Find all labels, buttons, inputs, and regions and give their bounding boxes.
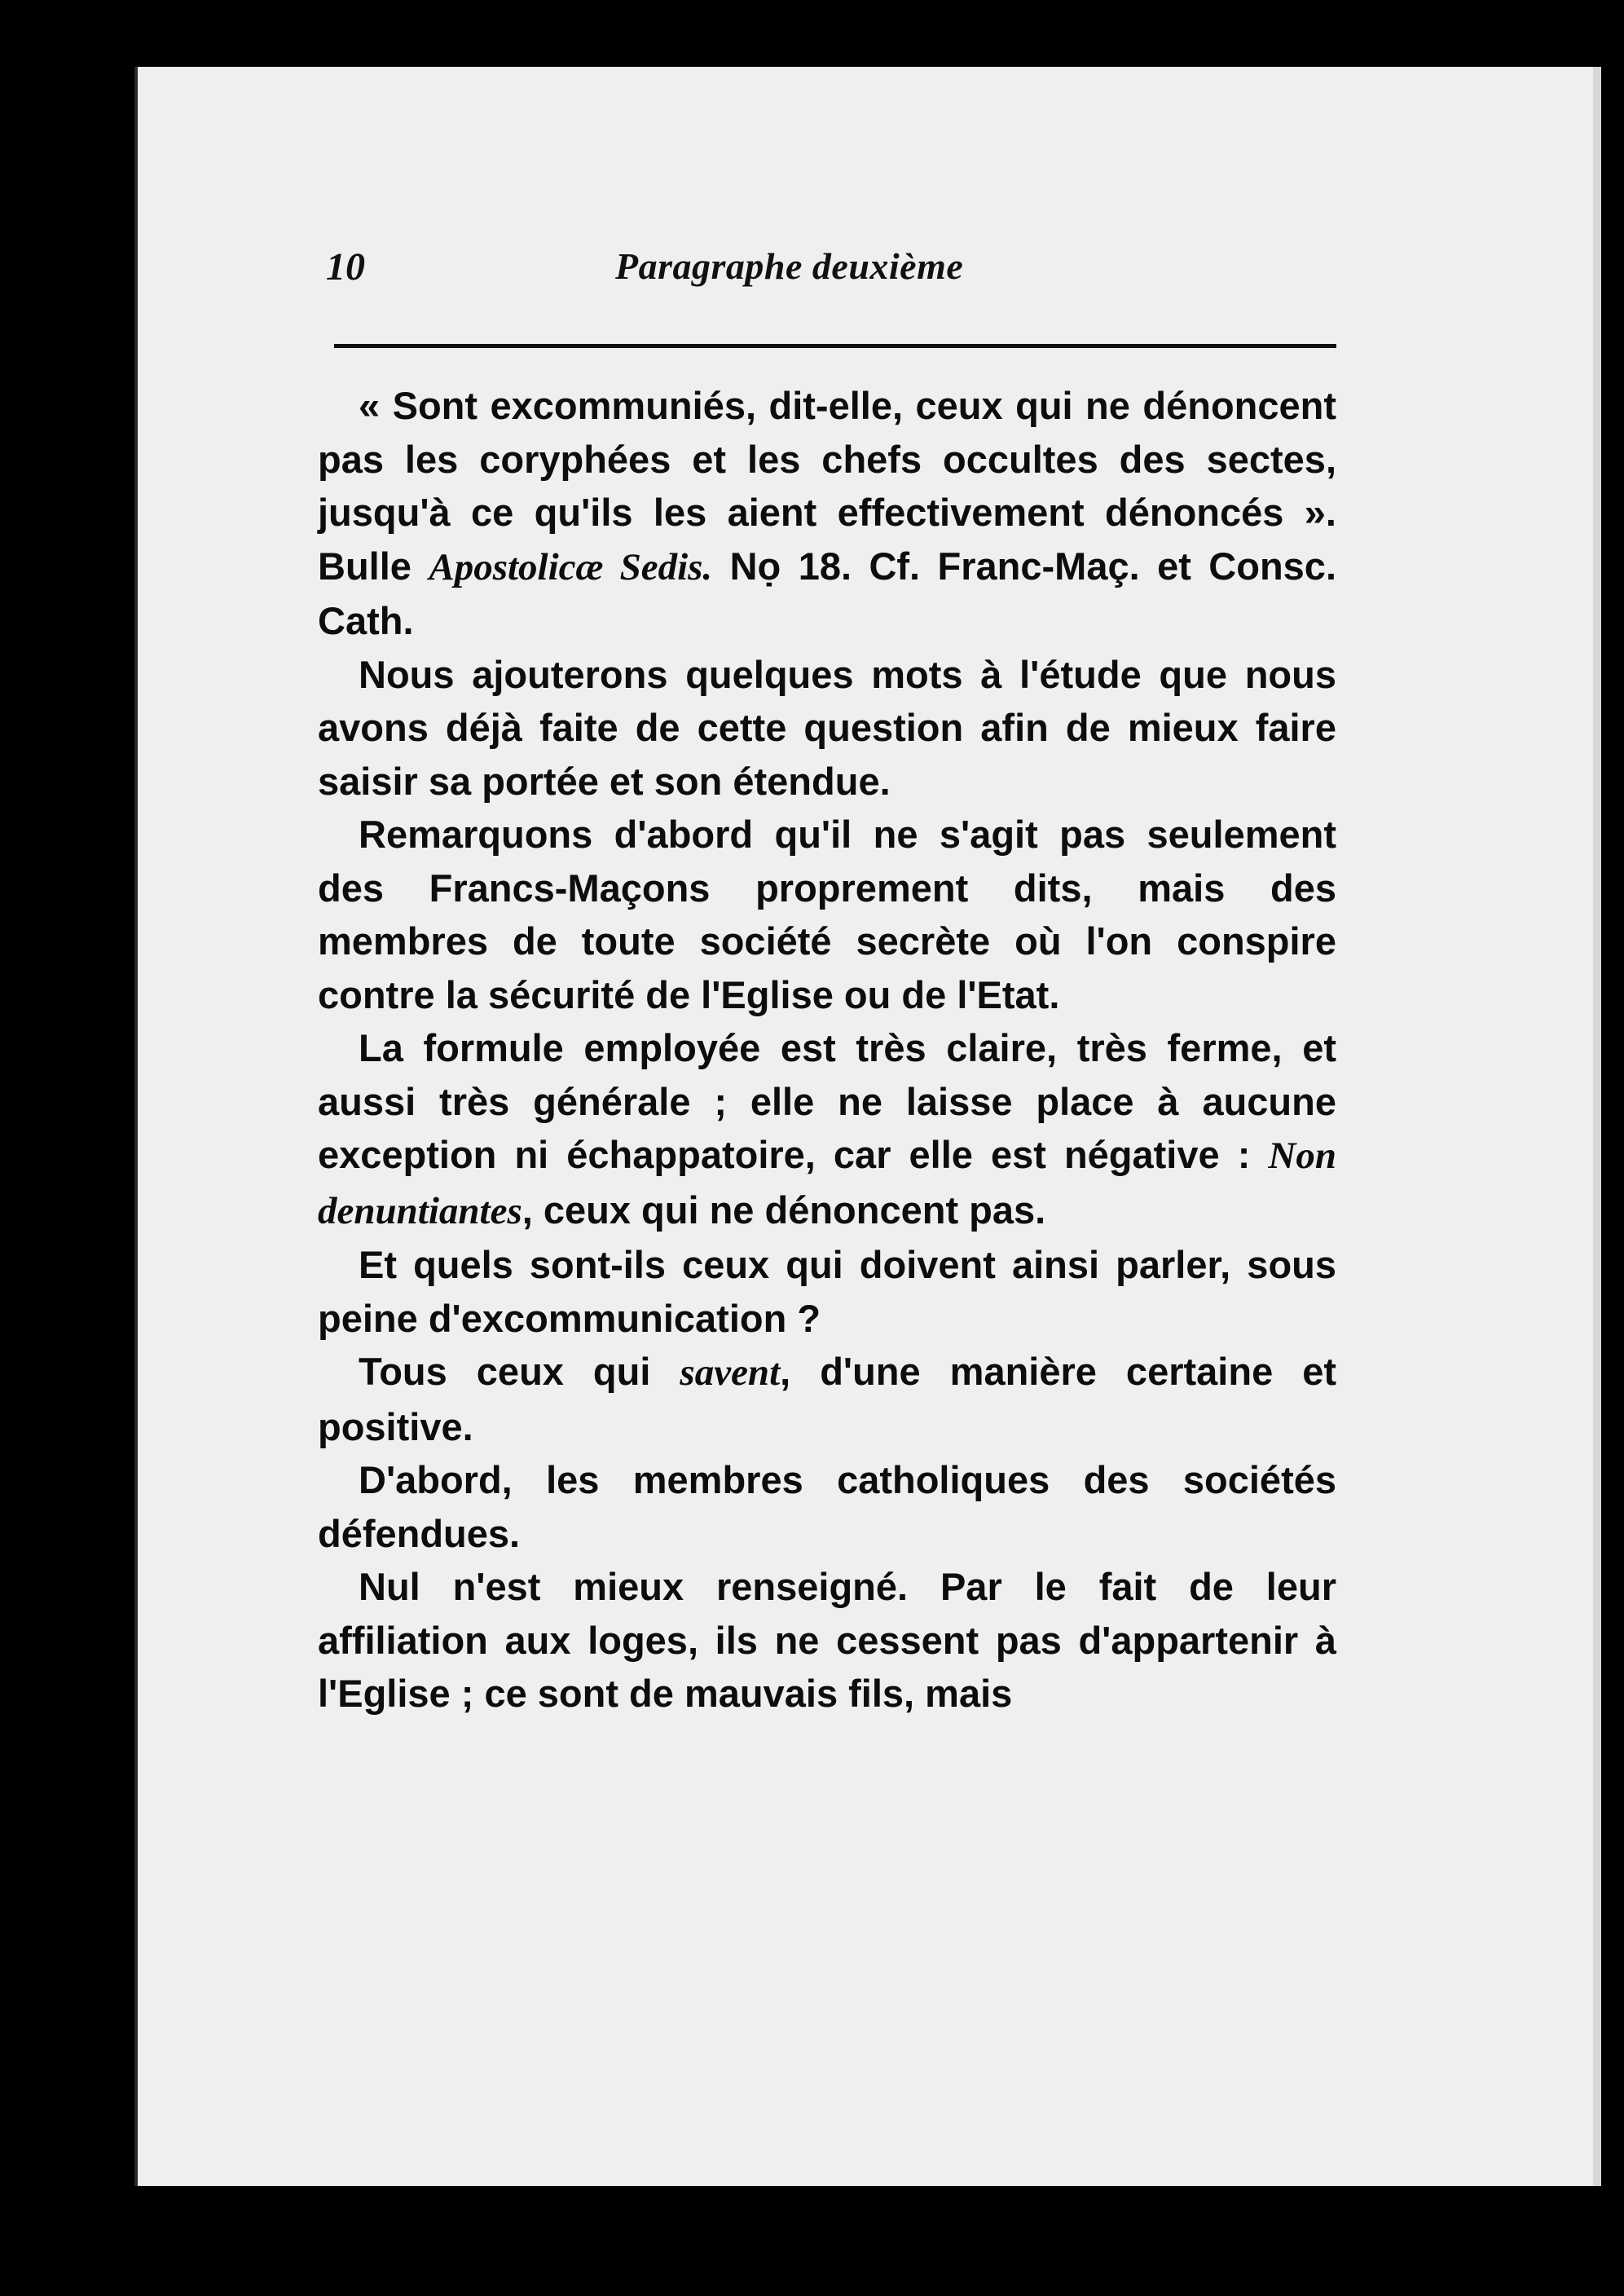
paragraph bbox=[318, 1453, 1336, 1560]
paragraph-text: D'abord, les membres catholiques des sociétés défendues. bbox=[318, 1458, 1336, 1555]
running-head: Paragraphe deuxième bbox=[615, 245, 964, 287]
paragraph bbox=[318, 1021, 1336, 1238]
page-edge bbox=[1593, 67, 1601, 2186]
paragraph-text: Nọ 18. Cf. Franc-Maç. et Consc. Cath. bbox=[318, 544, 1337, 642]
paragraph-text: Nul n'est mieux renseigné. Par le fait de leur affiliation aux loges, ils ne cessent pas d'appartenir à l'Eglise ; ce sont de mauvais fils, mais bbox=[318, 1565, 1336, 1715]
body-text bbox=[318, 379, 1336, 1721]
header-rule bbox=[334, 344, 1336, 348]
paragraph-text: Remarquons d'abord qu'il ne s'agit pas seulement des Francs-Maçons proprement dits, mais des membres de toute société secrète où l'on conspire contre la sécurité de l'Eglise ou de l'Etat. bbox=[318, 813, 1336, 1016]
page-header bbox=[326, 245, 1336, 310]
paragraph bbox=[318, 1345, 1336, 1453]
paragraph-text: Et quels sont-ils ceux qui doivent ainsi parler, sous peine d'excommunication ? bbox=[318, 1243, 1336, 1340]
paragraph-text: « Sont excommuniés, dit-elle, ceux qui ne dénoncent pas les coryphées et les chefs occultes des sectes, jusqu'à ce qu'ils les aient effectivement dénoncés ». Bulle bbox=[318, 384, 1336, 588]
paragraph-text: Nous ajouterons quelques mots à l'étude que nous avons déjà faite de cette question afin de mieux faire saisir sa portée et son étendue. bbox=[318, 652, 1336, 803]
paragraph-text: , ceux qui ne dénoncent pas. bbox=[522, 1188, 1046, 1232]
paragraph-text: La formule employée est très claire, très ferme, et aussi très générale ; elle ne laisse place à aucune exception ni échappatoire, car elle est négative : bbox=[318, 1026, 1336, 1176]
paragraph bbox=[318, 1238, 1336, 1345]
paragraph-text: Tous ceux qui bbox=[359, 1350, 680, 1393]
paragraph bbox=[318, 648, 1336, 809]
paragraph-italic-text: Apostolicæ Sedis. bbox=[429, 545, 713, 588]
paragraph bbox=[318, 379, 1336, 648]
paragraph bbox=[318, 808, 1336, 1021]
paragraph-italic-text: savent bbox=[680, 1351, 781, 1394]
paragraph-italic-text: Non denuntiantes bbox=[318, 1135, 1336, 1232]
paragraph bbox=[318, 1560, 1336, 1721]
paragraph-text: , d'une manière certaine et positive. bbox=[318, 1350, 1337, 1448]
page-number: 10 bbox=[326, 245, 365, 289]
